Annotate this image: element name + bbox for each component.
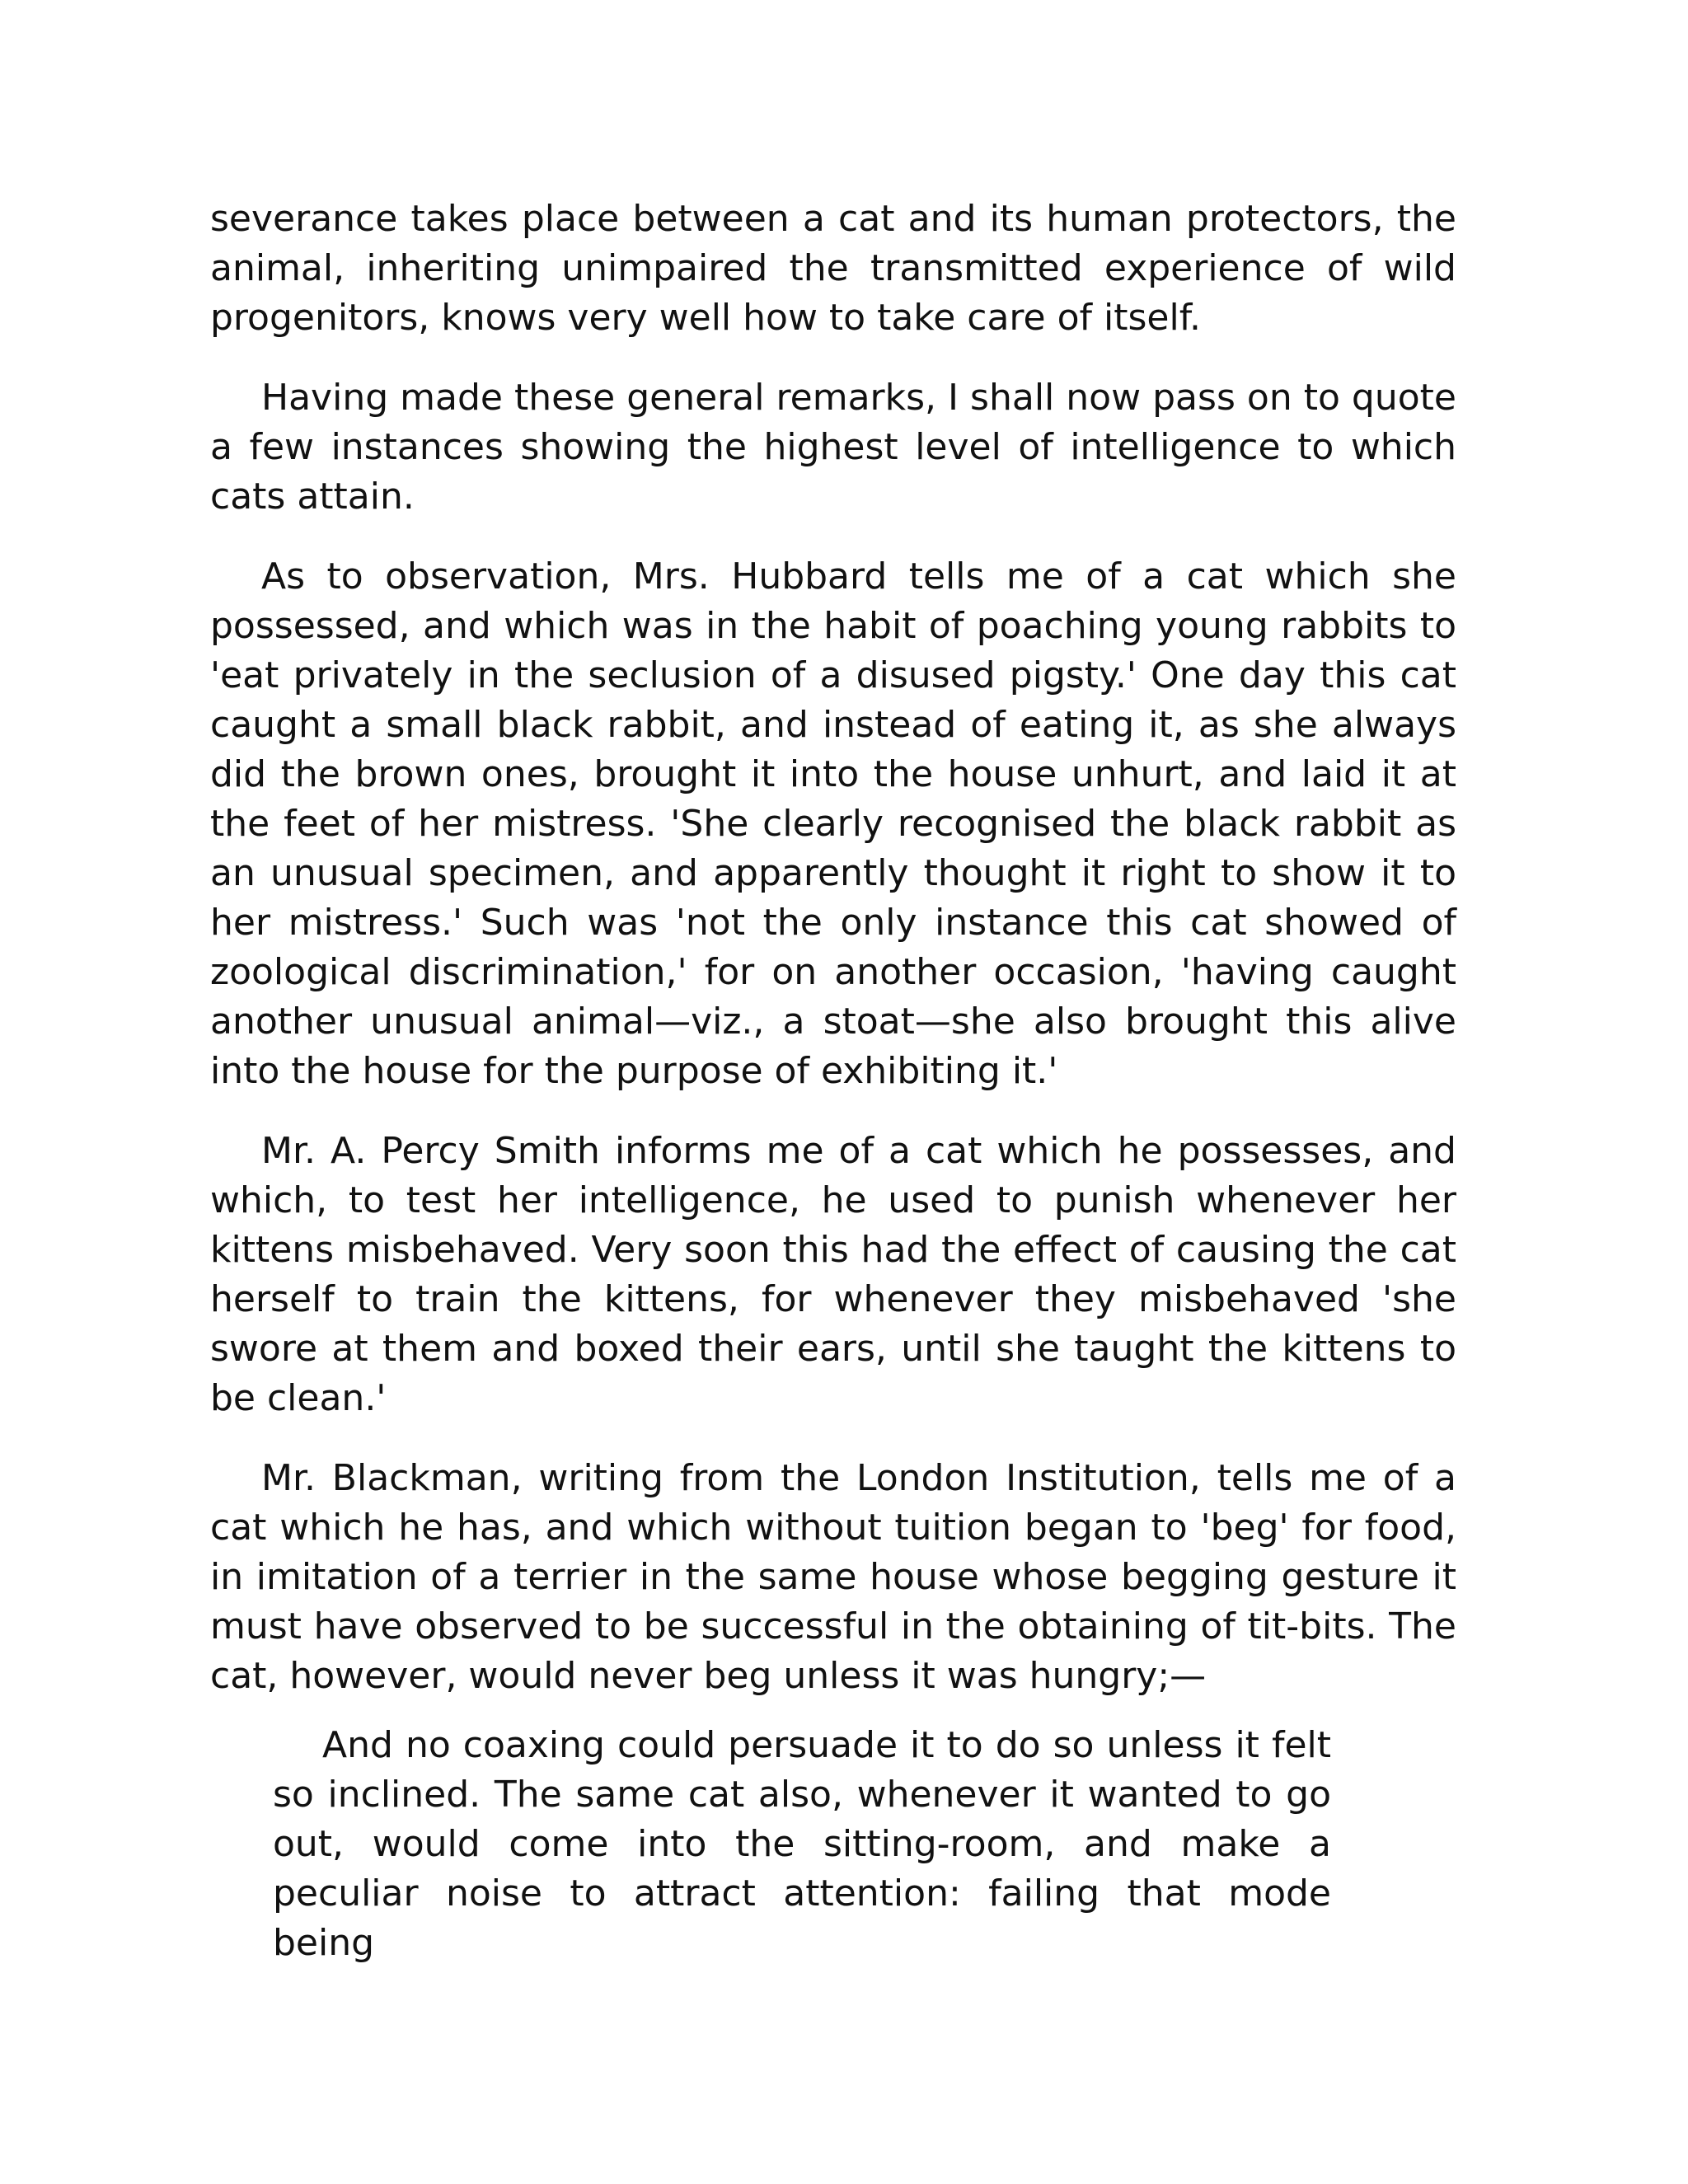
body-text — [210, 194, 1456, 1968]
paragraph-hubbard-cat: As to observation, Mrs. Hubbard tells me of a cat which she possessed, and which was in the habit of poaching young rabbits to 'eat privately in the seclusion of a disused pigsty.' One day this cat caught a small black rabbit, and instead of eating it, as she always did the brown ones, brought it into the house unhurt, and laid it at the feet of her mistress. 'She clearly recognised the black rabbit as an unusual specimen, and apparently thought it right to show it to her mistress.' Such was 'not the only instance this cat showed of zoological discrimination,' for on another occasion, 'having caught another unusual animal—viz., a stoat—she also brought this alive into the house for the purpose of exhibiting it.' — [210, 555, 1456, 1092]
block-quote: And no coaxing could persuade it to do so unless it felt so inclined. The same cat also, whenever it wanted to go out, would come into the sitting-room, and make a peculiar noise to attract attention: failing that mode being — [273, 1724, 1331, 1964]
paragraph-continued: severance takes place between a cat and its human protectors, the animal, inheriting unimpaired the transmitted experience of wild progenitors, knows very well how to take care of itself. — [210, 198, 1456, 339]
paragraph-percy-smith-cat: Mr. A. Percy Smith informs me of a cat which he possesses, and which, to test her intelligence, he used to punish whenever her kittens misbehaved. Very soon this had the effect of causing the cat herself to train the kittens, for whenever they misbehaved 'she swore at them and boxed their ears, until she taught the kittens to be clean.' — [210, 1130, 1456, 1419]
paragraph-blackman-cat: Mr. Blackman, writing from the London Institution, tells me of a cat which he has, and which without tuition began to 'beg' for food, in imitation of a terrier in the same house whose begging gesture it must have observed to be successful in the obtaining of tit-bits. The cat, however, would never beg unless it was hungry;— — [210, 1457, 1456, 1697]
paragraph-general-remarks: Having made these general remarks, I shall now pass on to quote a few instances showing the highest level of intelligence to which cats attain. — [210, 377, 1456, 518]
